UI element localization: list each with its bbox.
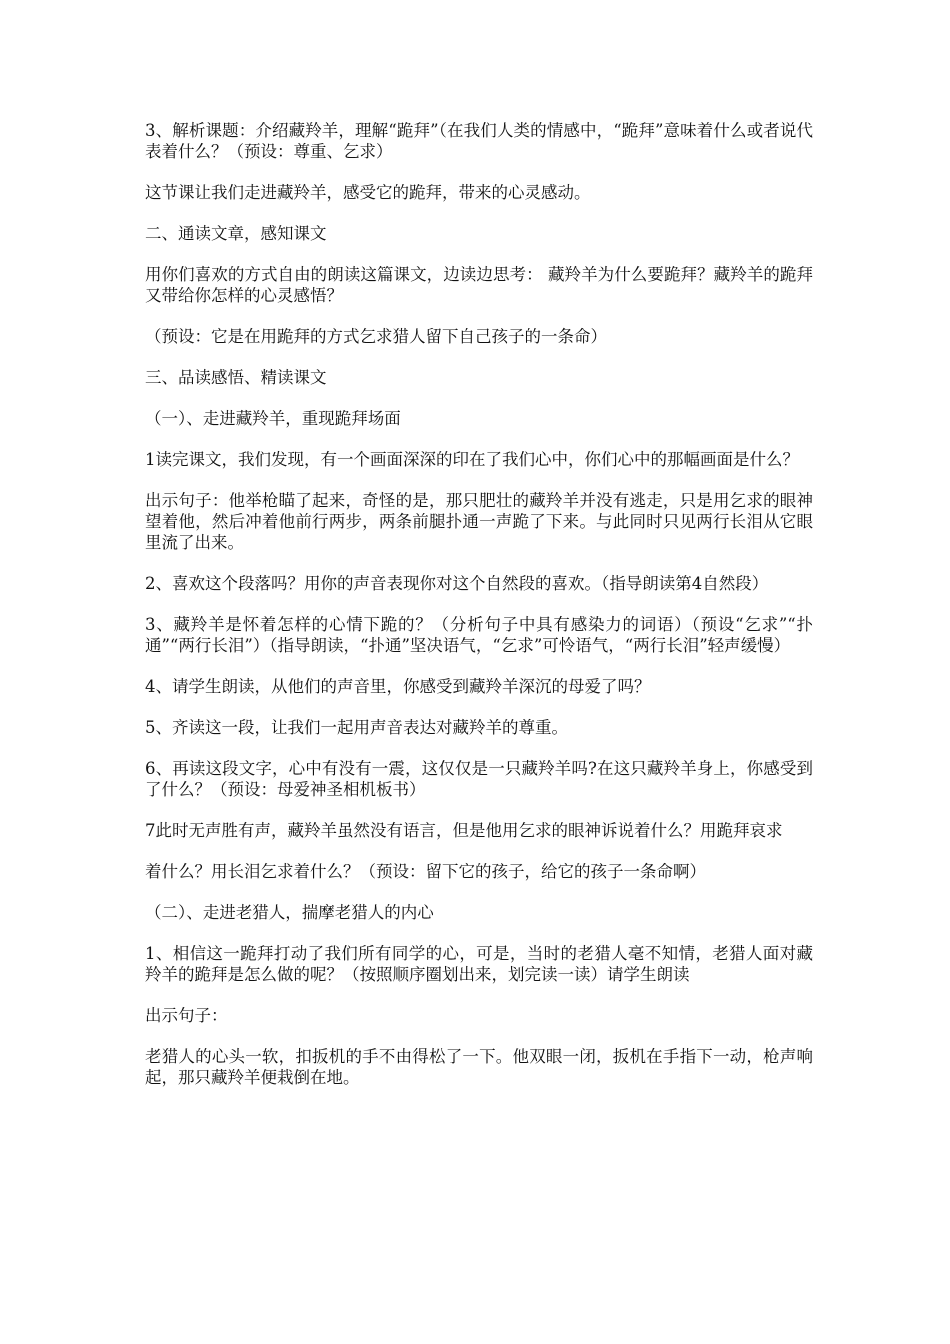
paragraph-item-7-continued: 着什么？用长泪乞求着什么？（预设：留下它的孩子，给它的孩子一条命啊）: [145, 862, 706, 881]
paragraph-preset-1: （预设：它是在用跪拜的方式乞求猎人留下自己孩子的一条命）: [145, 327, 607, 346]
paragraph-intro: 这节课让我们走进藏羚羊，感受它的跪拜，带来的心灵感动。: [145, 183, 591, 202]
paragraph-item-1: 1读完课文，我们发现，有一个画面深深的印在了我们心中，你们心中的那幅画面是什么？: [145, 450, 799, 469]
section-heading-3: 三、品读感悟、精读课文: [145, 368, 327, 387]
paragraph-item-6: 6、再读这段文字，心中有没有一震，这仅仅是一只藏羚羊吗?在这只藏羚羊身上，你感受到了什么？（预设：母爱神圣相机板书）: [145, 759, 813, 799]
paragraph-item-2: 2、喜欢这个段落吗？用你的声音表现你对这个自然段的喜欢。（指导朗读第4自然段）: [145, 574, 769, 593]
subsection-heading-1: （一）、走进藏羚羊，重现跪拜场面: [145, 409, 401, 428]
paragraph-hunter-item-1: 1、相信这一跪拜打动了我们所有同学的心，可是，当时的老猎人毫不知情，老猎人面对藏羚羊的跪拜是怎么做的呢？（按照顺序圈划出来，划完读一读）请学生朗读: [145, 944, 813, 984]
paragraph-item-3: 3、藏羚羊是怀着怎样的心情下跪的？（分析句子中具有感染力的词语）（预设“乞求”“扑通”“两行长泪”）（指导朗读，“扑通”坚决语气，“乞求”可怜语气，“两行长泪”轻声缓慢）: [145, 615, 813, 655]
subsection-heading-2: （二）、走进老猎人，揣摩老猎人的内心: [145, 903, 434, 922]
paragraph-show-sentence: 出示句子：: [145, 1006, 228, 1025]
paragraph-quote-1: 出示句子：他举枪瞄了起来，奇怪的是，那只肥壮的藏羚羊并没有逃走，只是用乞求的眼神望着他，然后冲着他前行两步，两条前腿扑通一声跪了下来。与此同时只见两行长泪从它眼里流了出来。: [145, 491, 813, 552]
paragraph-reading-task: 用你们喜欢的方式自由的朗读这篇课文，边读边思考： 藏羚羊为什么要跪拜？藏羚羊的跪拜又带给你怎样的心灵感悟？: [145, 265, 813, 305]
paragraph-item-5: 5、齐读这一段，让我们一起用声音表达对藏羚羊的尊重。: [145, 718, 568, 737]
document-page: [145, 120, 813, 1108]
paragraph-item-4: 4、请学生朗读，从他们的声音里，你感受到藏羚羊深沉的母爱了吗？: [145, 677, 651, 696]
paragraph-item-7: 7此时无声胜有声，藏羚羊虽然没有语言，但是他用乞求的眼神诉说着什么？用跪拜哀求: [145, 821, 783, 840]
paragraph-title-analysis: 3、解析课题：介绍藏羚羊，理解“跪拜”（在我们人类的情感中，“跪拜”意味着什么或者说代表着什么？（预设：尊重、乞求）: [145, 121, 813, 161]
paragraph-quote-2: 老猎人的心头一软，扣扳机的手不由得松了一下。他双眼一闭，扳机在手指下一动，枪声响起，那只藏羚羊便栽倒在地。: [145, 1047, 813, 1087]
section-heading-2: 二、通读文章，感知课文: [145, 224, 327, 243]
